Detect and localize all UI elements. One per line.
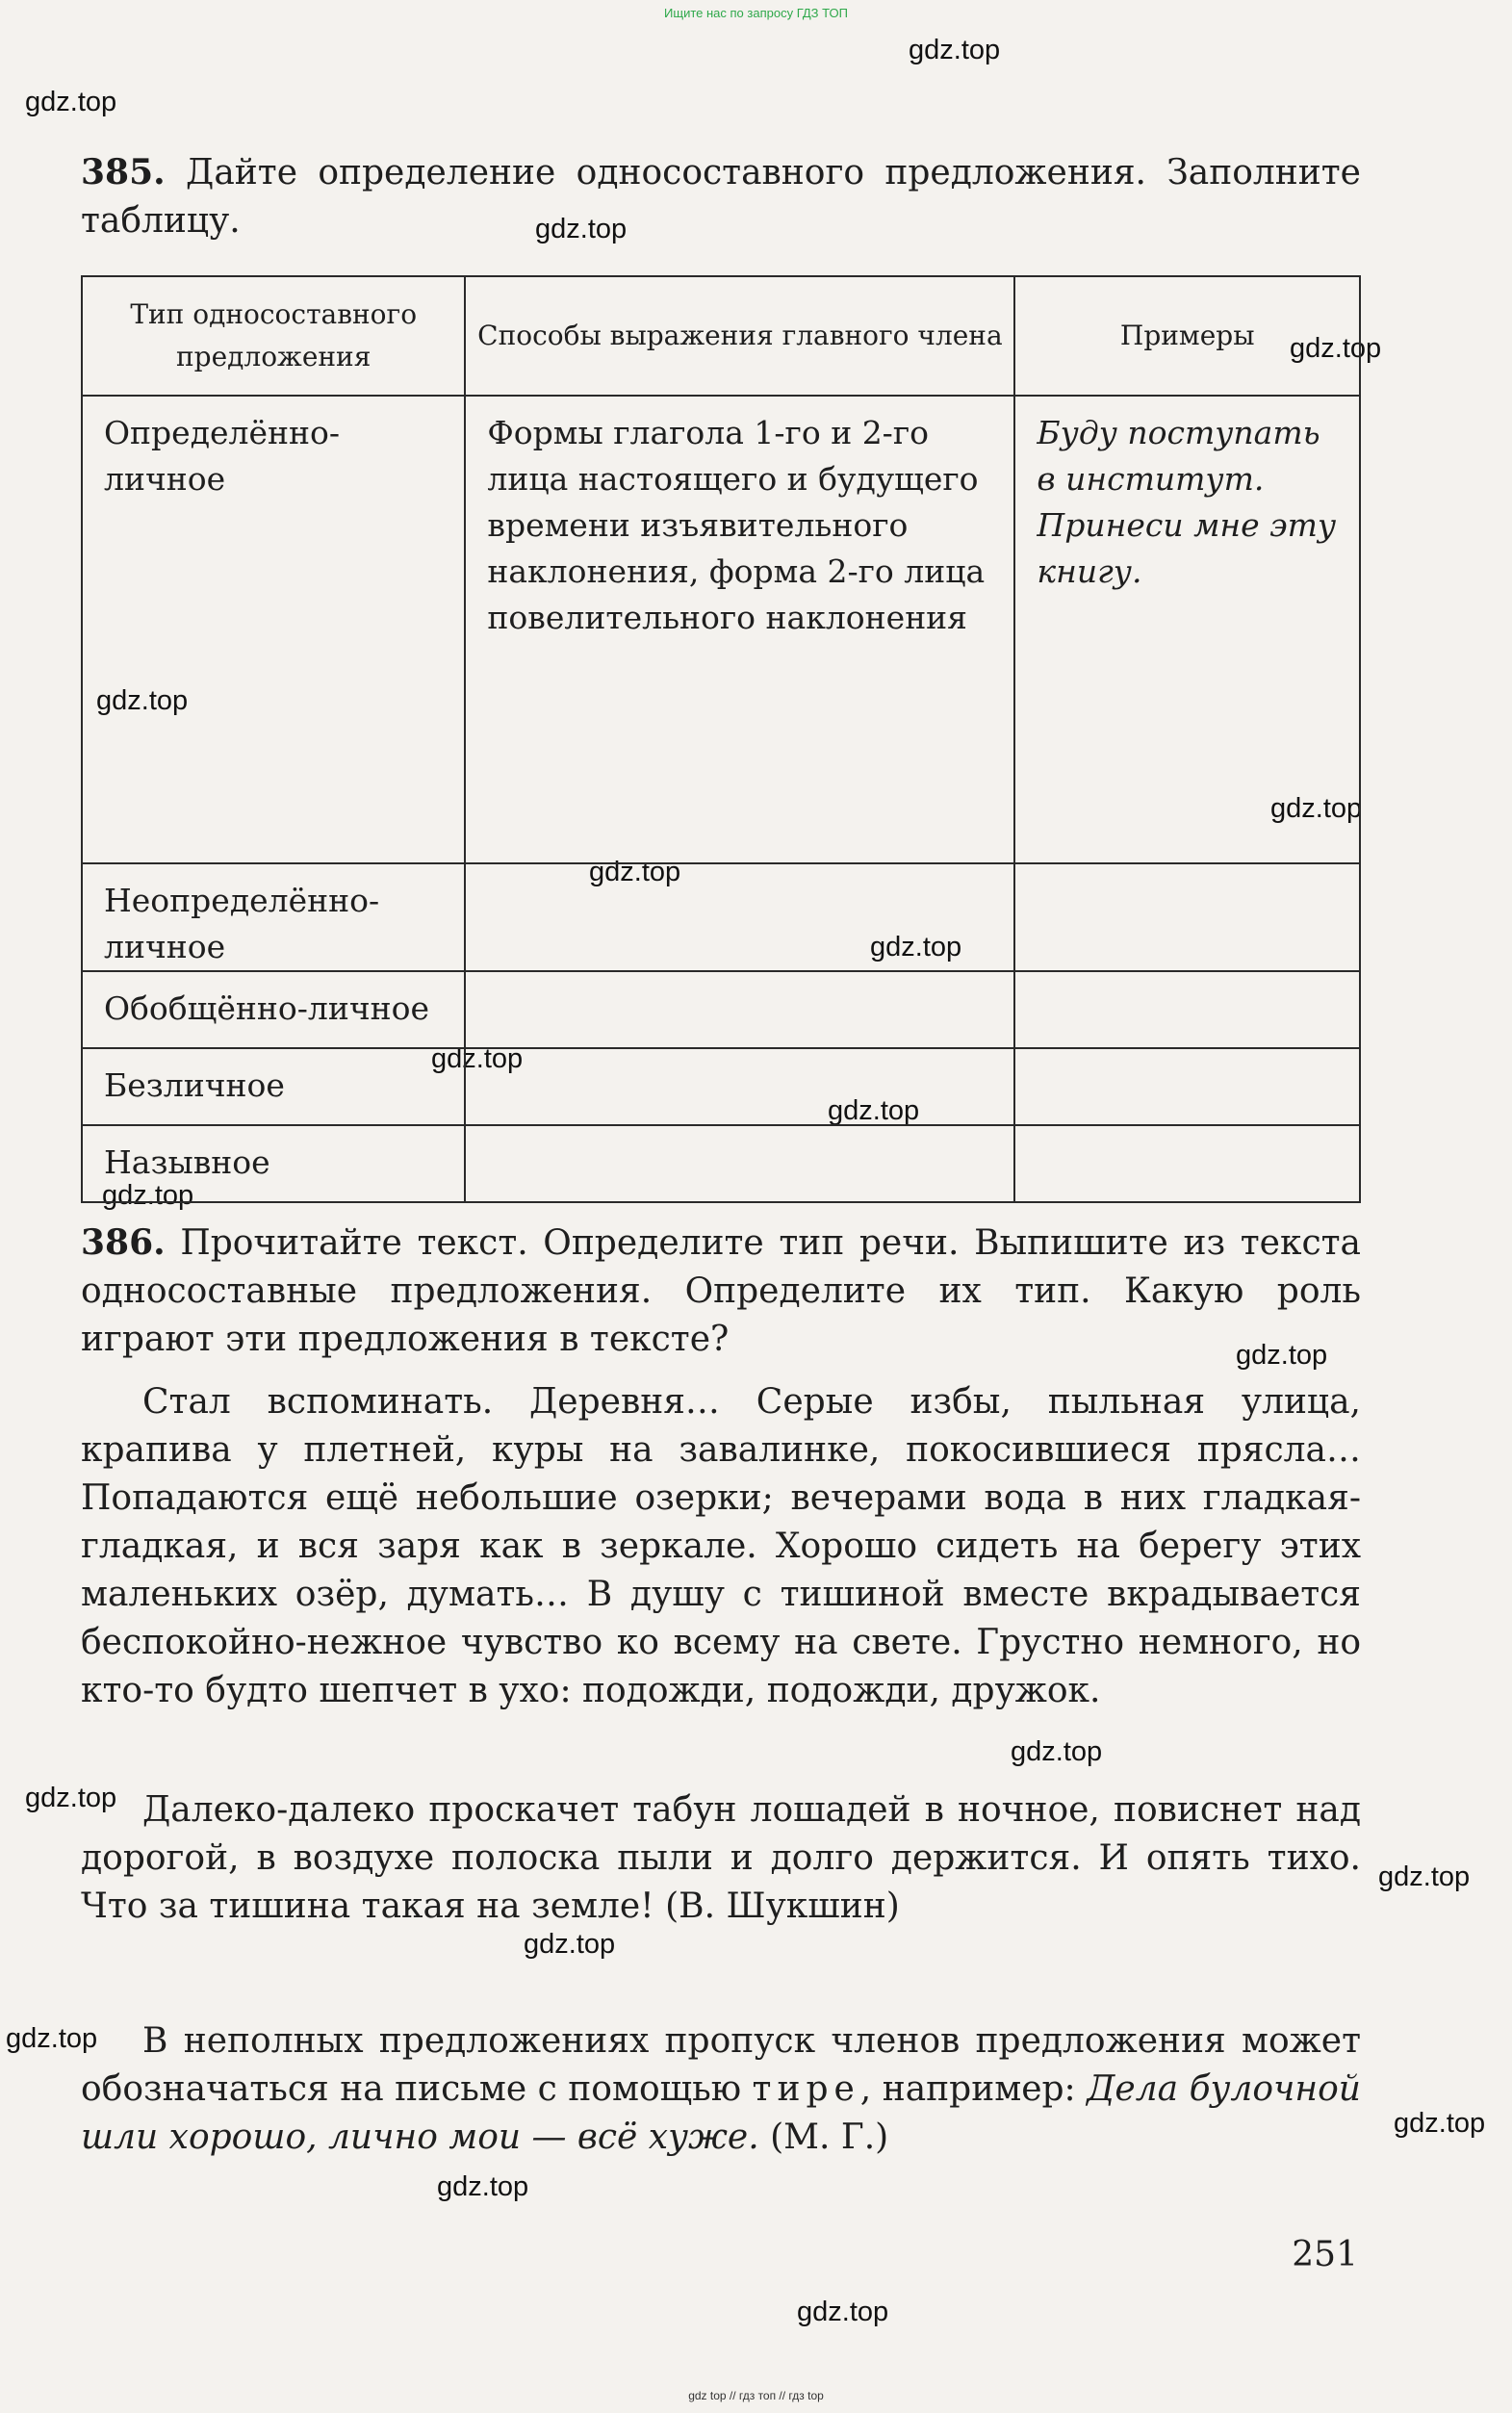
table-cell-type: Неопределённо-личное xyxy=(82,863,465,971)
author: (В. Шукшин) xyxy=(665,1887,900,1926)
watermark: gdz.top xyxy=(535,214,628,244)
watermark: gdz.top xyxy=(1378,1861,1471,1892)
watermark: gdz.top xyxy=(102,1180,194,1211)
table-row xyxy=(82,1048,1360,1125)
watermark: gdz.top xyxy=(96,685,189,716)
watermark: gdz.top xyxy=(828,1095,920,1126)
exercise-number: 385. xyxy=(81,152,166,193)
note-source: (М. Г.) xyxy=(770,2118,889,2157)
table-cell-type: Назывное xyxy=(82,1125,465,1202)
watermark: gdz.top xyxy=(25,1783,117,1813)
note-term: тире xyxy=(752,2069,860,2109)
watermark: gdz.top xyxy=(1270,793,1363,824)
exercise-text: Прочитайте текст. Определите тип речи. Выпишите из текста односоставные предложения. Определите их тип. Какую роль играют эти предложения в тексте? xyxy=(81,1223,1361,1359)
table-cell-examples xyxy=(1014,863,1360,971)
table-cell-ways: Формы глагола 1-го и 2-го лица настоящего и будущего времени изъявительного наклонения, форма 2-го лица повелительного наклонения xyxy=(465,396,1014,863)
watermark: gdz.top xyxy=(524,1929,616,1960)
watermark: gdz.top xyxy=(6,2023,98,2054)
table-row xyxy=(82,971,1360,1048)
table-cell-ways xyxy=(465,863,1014,971)
table-cell-ways xyxy=(465,1048,1014,1125)
exercise-385-task xyxy=(81,148,1361,245)
table-cell-type: Обобщённо-личное xyxy=(82,971,465,1048)
watermark: gdz.top xyxy=(1394,2108,1486,2139)
bottom-banner: gdz top // гдз топ // гдз top xyxy=(688,2389,824,2402)
watermark: gdz.top xyxy=(909,35,1001,65)
page-number: 251 xyxy=(1292,2235,1358,2274)
table-row xyxy=(82,396,1360,863)
table-cell-examples: Буду поступать в институт. Принеси мне эту книгу. xyxy=(1014,396,1360,863)
table-cell-examples xyxy=(1014,1125,1360,1202)
text-paragraph-1: Стал вспоминать. Деревня… Серые избы, пыльная улица, крапива у плетней, куры на завалинке, покосившиеся прясла… Попадаются ещё небольшие озерки; вечерами вода в них гладкая-гладкая, и вся заря как в зеркале. Хорошо сидеть на берегу этих маленьких озёр, думать… В душу с тишиной вместе вкрадывается беспокойно-нежное чувство ко всему на свете. Грустно немного, но кто-то будто шепчет в ухо: подожди, подожди, дружок. xyxy=(81,1382,1361,1710)
rule-note xyxy=(81,2017,1361,2162)
table-header: Примеры xyxy=(1014,276,1360,396)
note-text: В неполных предложениях пропуск членов предложения может обозначаться на письме с помощью xyxy=(81,2021,1361,2109)
sentence-types-table xyxy=(81,275,1361,1203)
table-cell-ways xyxy=(465,1125,1014,1202)
watermark: gdz.top xyxy=(797,2297,889,2327)
table-cell-type: Безличное xyxy=(82,1048,465,1125)
paragraph-text: Далеко-далеко проскачет табун лошадей в ночное, повиснет над дорогой, в воздухе полоска пыли и долго держится. И опять тихо. Что за тишина такая на земле! xyxy=(81,1790,1361,1926)
watermark: gdz.top xyxy=(437,2171,529,2202)
table-header: Способы выражения главного члена xyxy=(465,276,1014,396)
watermark: gdz.top xyxy=(1290,333,1382,364)
exercise-386-task xyxy=(81,1219,1361,1364)
watermark: gdz.top xyxy=(1011,1736,1103,1767)
table-row xyxy=(82,1125,1360,1202)
table-cell-type: Определённо-личное xyxy=(82,396,465,863)
watermark: gdz.top xyxy=(1236,1340,1328,1371)
note-text-mid: , например: xyxy=(859,2069,1076,2109)
watermark: gdz.top xyxy=(589,857,681,887)
watermark: gdz.top xyxy=(870,932,962,963)
table-cell-ways xyxy=(465,971,1014,1048)
table-cell-examples xyxy=(1014,971,1360,1048)
table-row xyxy=(82,863,1360,971)
note-example: Дела булочной шли хорошо, лично мои — всё хуже. xyxy=(81,2069,1361,2157)
top-banner: Ищите нас по запросу ГДЗ ТОП xyxy=(664,6,848,20)
table-cell-examples xyxy=(1014,1048,1360,1125)
watermark: gdz.top xyxy=(25,87,117,117)
table-header: Тип односоставного предложения xyxy=(82,276,465,396)
watermark: gdz.top xyxy=(431,1043,524,1074)
text-paragraph-2 xyxy=(81,1786,1361,1931)
exercise-number: 386. xyxy=(81,1222,166,1263)
exercise-text: Дайте определение односоставного предложения. Заполните таблицу. xyxy=(81,153,1361,241)
